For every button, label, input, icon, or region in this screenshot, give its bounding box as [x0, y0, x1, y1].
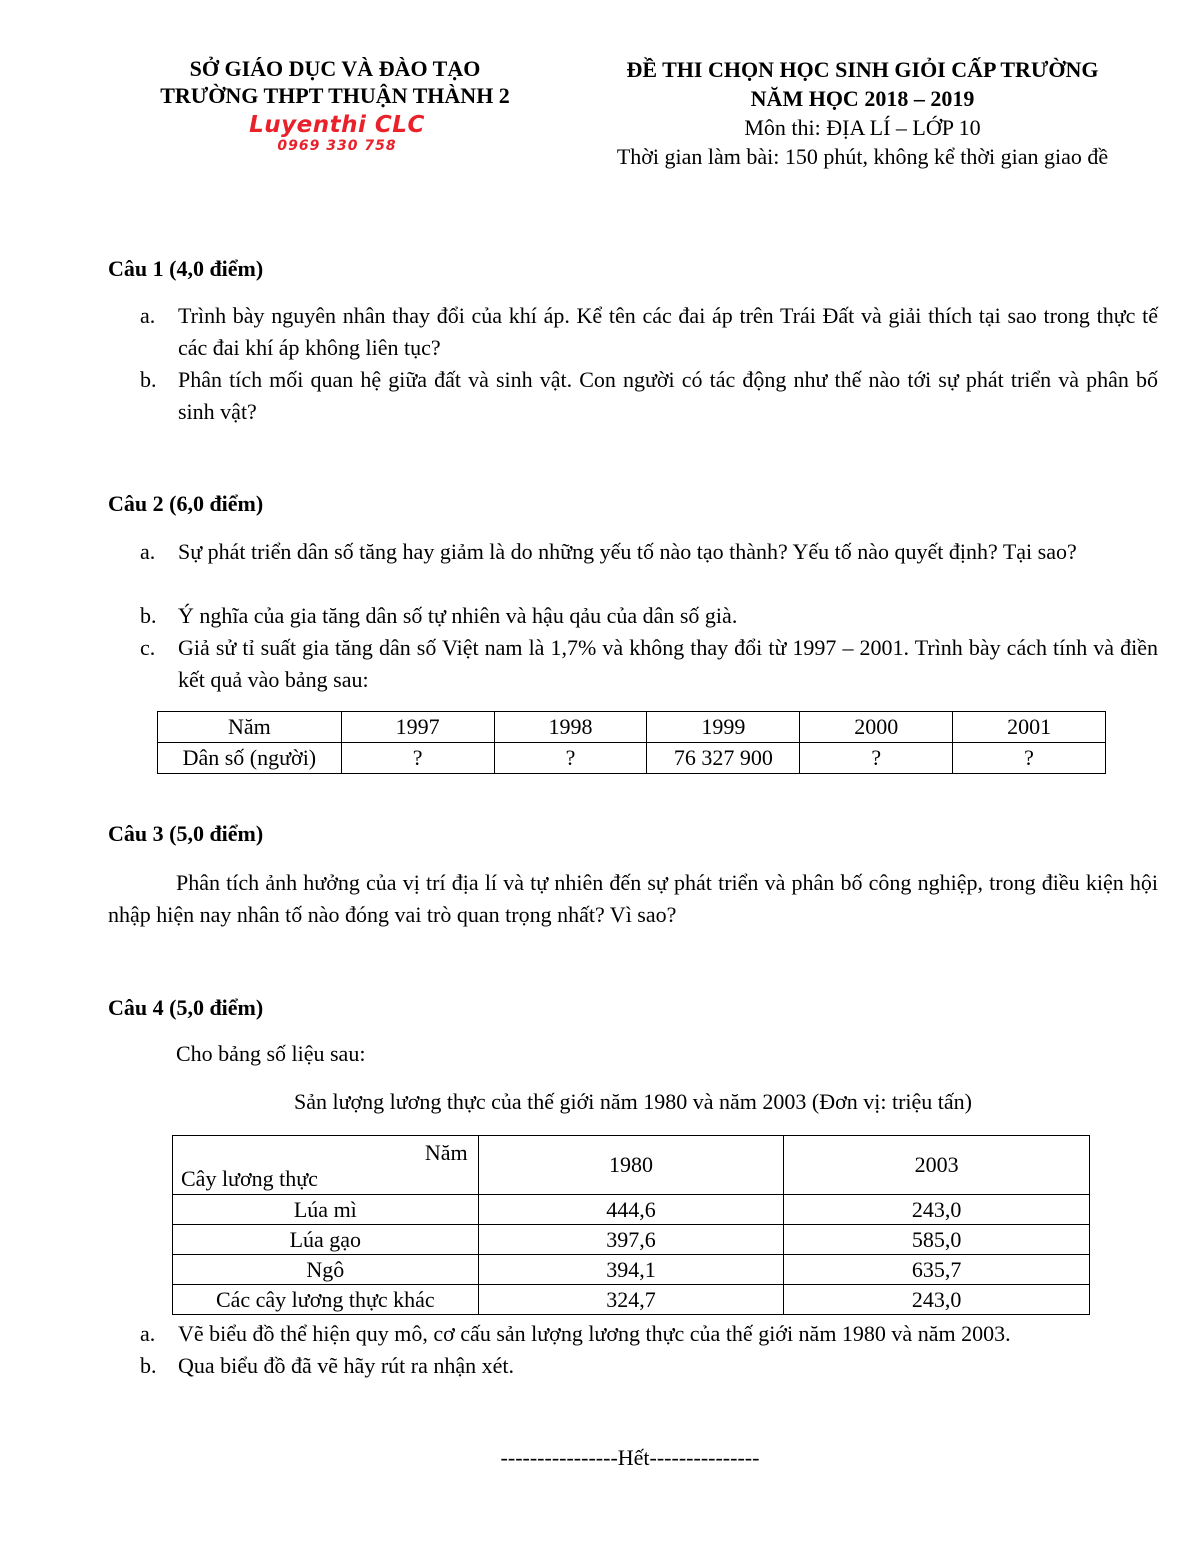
table-corner-cell	[173, 1136, 479, 1195]
table-cell: Lúa mì	[173, 1195, 479, 1225]
table-header-cell: 2003	[784, 1136, 1090, 1195]
table-row	[173, 1285, 1090, 1315]
table-cell: Các cây lương thực khác	[173, 1285, 479, 1315]
logo-text: Luyenthi CLC	[249, 112, 425, 138]
table-cell: 243,0	[784, 1285, 1090, 1315]
question-4a	[140, 1318, 1158, 1350]
question-2a	[140, 536, 1158, 568]
table-cell: ?	[494, 743, 647, 774]
table-cell: 397,6	[478, 1225, 784, 1255]
item-text: Sự phát triển dân số tăng hay giảm là do những yếu tố nào tạo thành? Yếu tố nào quyết định? Tại sao?	[178, 539, 1077, 564]
table-cell: 635,7	[784, 1255, 1090, 1285]
question-4-title: Câu 4 (5,0 điểm)	[108, 995, 264, 1020]
table-row	[173, 1195, 1090, 1225]
table-cell: ?	[953, 743, 1106, 774]
table-caption: Sản lượng lương thực của thế giới năm 1980 và năm 2003 (Đơn vị: triệu tấn)	[293, 1089, 972, 1114]
item-text: Ý nghĩa của gia tăng dân số tự nhiên và hậu qảu của dân số già.	[178, 603, 738, 628]
exam-subject: Môn thi: ĐỊA LÍ – LỚP 10	[744, 115, 981, 140]
item-text: Phân tích mối quan hệ giữa đất và sinh vật. Con người có tác động như thế nào tới sự phát triển và phân bố sinh vật?	[178, 367, 1158, 424]
item-label: b.	[140, 367, 157, 392]
table-cell: 324,7	[478, 1285, 784, 1315]
question-1b	[140, 364, 1158, 428]
school-header	[110, 55, 560, 109]
table-row	[173, 1255, 1090, 1285]
item-label: a.	[140, 1321, 156, 1346]
table-cell: 1999	[647, 712, 800, 743]
item-text: Qua biểu đồ đã vẽ hãy rút ra nhận xét.	[178, 1353, 514, 1378]
question-4b	[140, 1350, 1158, 1382]
item-label: b.	[140, 1353, 157, 1378]
item-label: a.	[140, 539, 156, 564]
table-cell: 585,0	[784, 1225, 1090, 1255]
item-label: a.	[140, 303, 156, 328]
question-2b	[140, 600, 1158, 632]
exam-header	[560, 55, 1165, 171]
table-cell: ?	[800, 743, 953, 774]
question-1-title: Câu 1 (4,0 điểm)	[108, 256, 264, 281]
corner-crop-label: Cây lương thực	[181, 1166, 318, 1191]
table-header-row	[173, 1136, 1090, 1195]
question-3-text: Phân tích ảnh hưởng của vị trí địa lí và tự nhiên đến sự phát triển và phân bố công nghiệp, trong điều kiện hội nhập hiện nay nhân tố nào đóng vai trò quan trọng nhất? Vì sao?	[108, 870, 1158, 927]
table-cell: Dân số (người)	[158, 743, 342, 774]
table-row	[173, 1225, 1090, 1255]
item-label: b.	[140, 603, 157, 628]
question-2-title: Câu 2 (6,0 điểm)	[108, 491, 264, 516]
table-cell: Lúa gạo	[173, 1225, 479, 1255]
table-cell: ?	[341, 743, 494, 774]
department-name: SỞ GIÁO DỤC VÀ ĐÀO TẠO	[189, 56, 481, 81]
question-4-intro: Cho bảng số liệu sau:	[176, 1041, 366, 1066]
question-1a	[140, 300, 1158, 364]
question-3-title: Câu 3 (5,0 điểm)	[108, 821, 264, 846]
corner-year-label: Năm	[424, 1140, 468, 1165]
table-cell: 1998	[494, 712, 647, 743]
table-cell: Ngô	[173, 1255, 479, 1285]
item-text: Vẽ biểu đồ thể hiện quy mô, cơ cấu sản lượng lương thực của thế giới năm 1980 và năm 2003.	[178, 1321, 1011, 1346]
item-label: c.	[140, 635, 156, 660]
food-production-table	[172, 1135, 1090, 1315]
table-cell: Năm	[158, 712, 342, 743]
exam-title: ĐỀ THI CHỌN HỌC SINH GIỎI CẤP TRƯỜNG	[626, 57, 1099, 82]
exam-duration: Thời gian làm bài: 150 phút, không kể thời gian giao đề	[616, 144, 1109, 169]
end-marker: ----------------Hết---------------	[500, 1445, 760, 1470]
table-cell: 394,1	[478, 1255, 784, 1285]
question-2c	[140, 632, 1158, 696]
school-name: TRƯỜNG THPT THUẬN THÀNH 2	[160, 83, 510, 108]
table-cell: 2001	[953, 712, 1106, 743]
item-text: Trình bày nguyên nhân thay đổi của khí áp. Kể tên các đai áp trên Trái Đất và giải thích tại sao trong thực tế các đai khí áp không liên tục?	[178, 303, 1158, 360]
school-year: NĂM HỌC 2018 – 2019	[750, 86, 975, 111]
table-cell: 243,0	[784, 1195, 1090, 1225]
table-row	[158, 743, 1106, 774]
table-cell: 2000	[800, 712, 953, 743]
table-header-cell: 1980	[478, 1136, 784, 1195]
table-cell: 444,6	[478, 1195, 784, 1225]
table-row	[158, 712, 1106, 743]
logo-watermark	[222, 112, 452, 154]
population-table	[157, 711, 1106, 774]
item-text: Giả sử tỉ suất gia tăng dân số Việt nam là 1,7% và không thay đổi từ 1997 – 2001. Trình bày cách tính và điền kết quả vào bảng sau:	[178, 635, 1158, 692]
table-cell: 1997	[341, 712, 494, 743]
table-cell: 76 327 900	[647, 743, 800, 774]
logo-phone: 0969 330 758	[277, 138, 397, 154]
